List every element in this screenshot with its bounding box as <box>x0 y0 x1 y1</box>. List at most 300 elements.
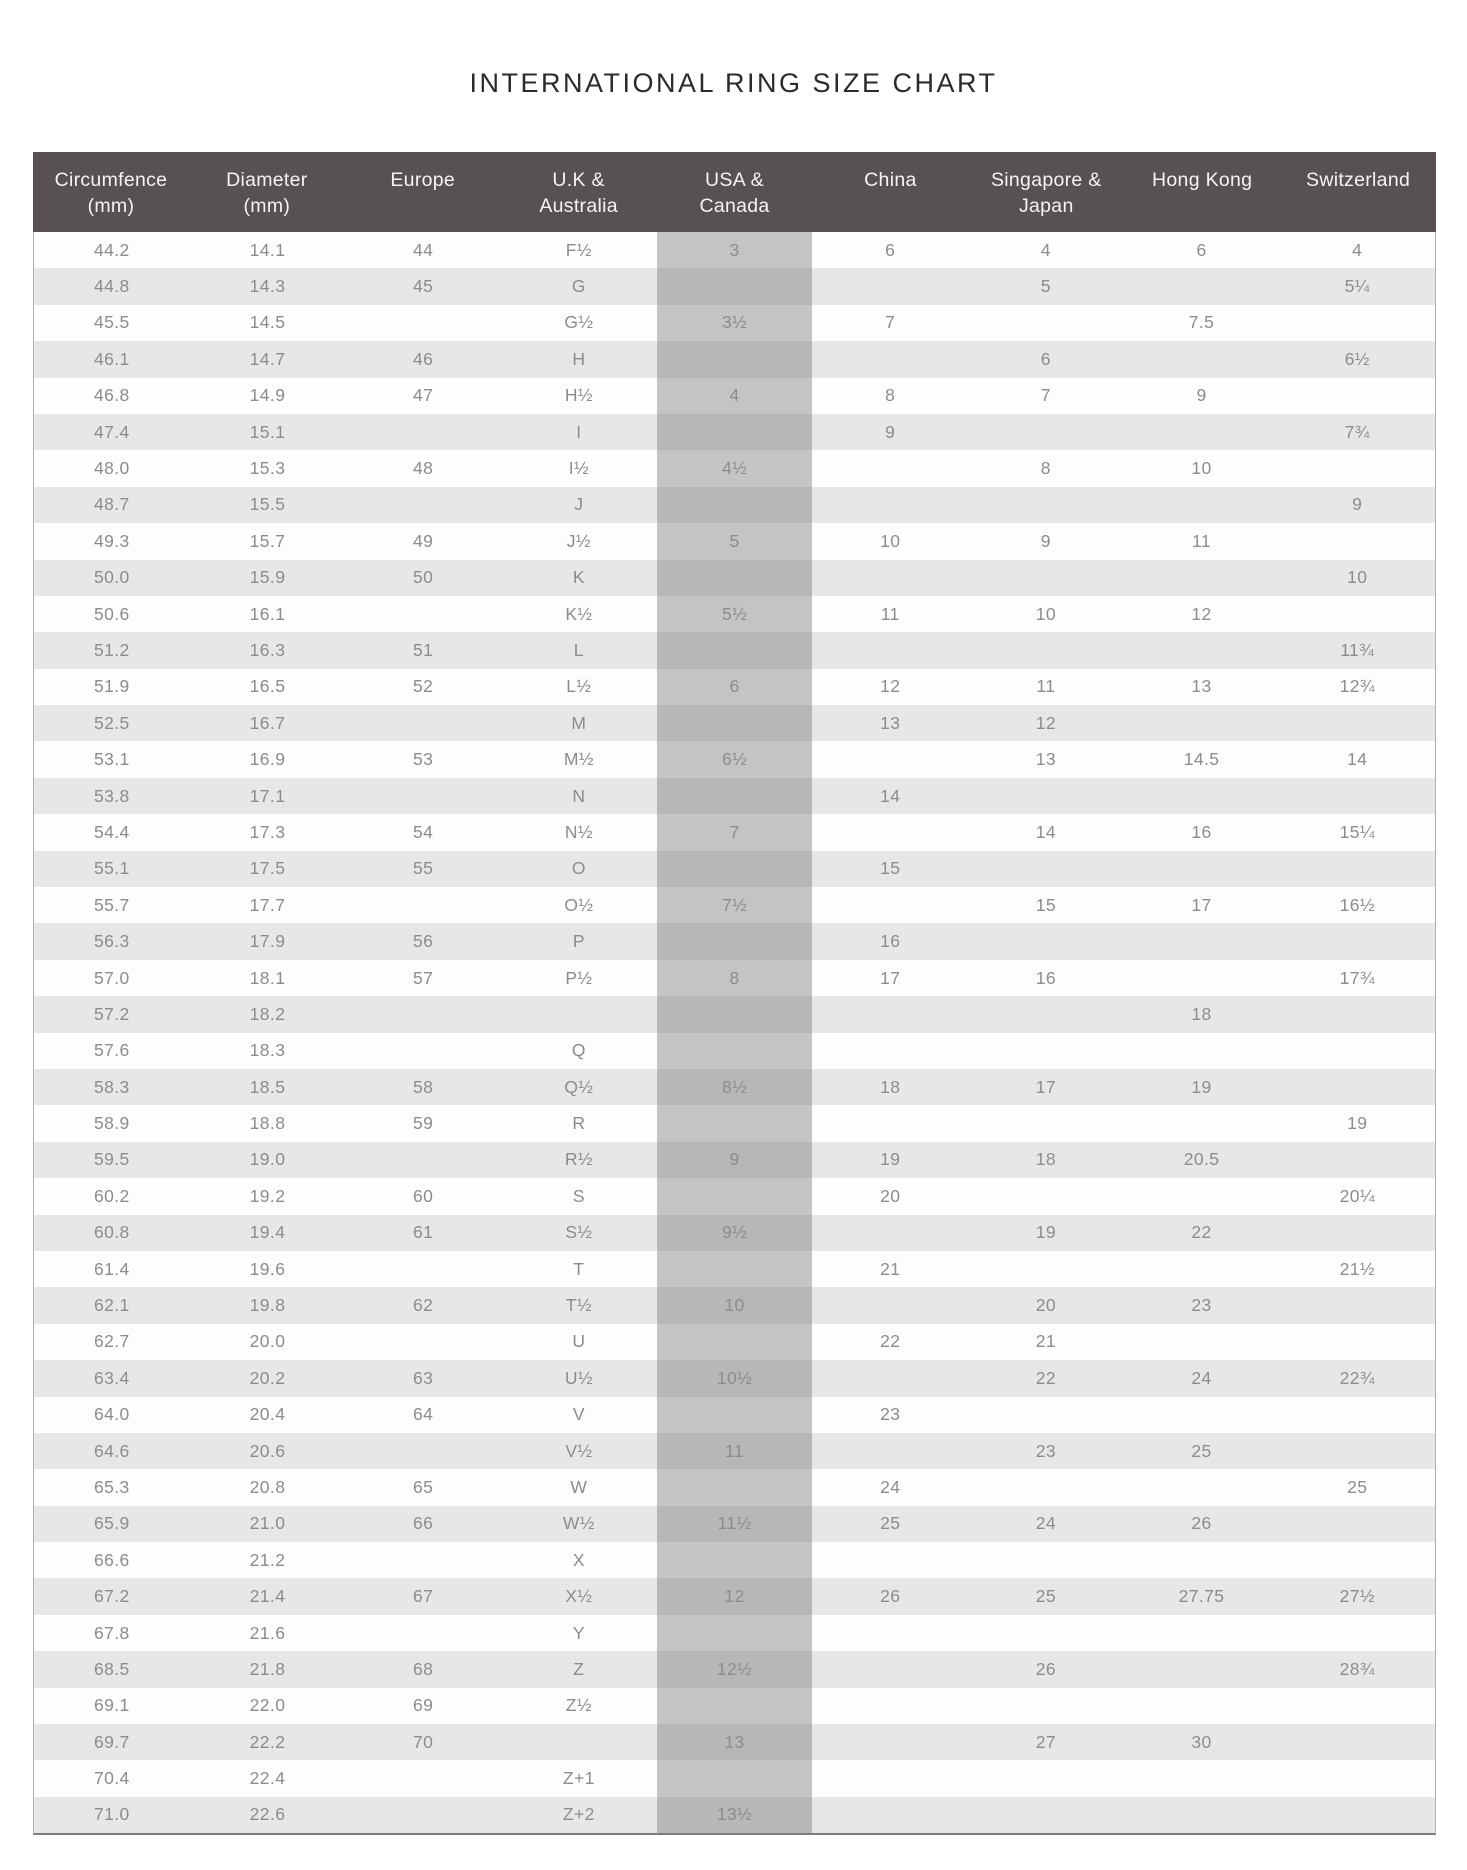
table-cell-circumference: 55.1 <box>94 858 130 879</box>
table-cell-usa_canada: 9 <box>657 1142 813 1178</box>
table-cell-usa_canada: 11 <box>657 1433 813 1469</box>
table-cell-china <box>812 560 968 596</box>
table-cell-circumference: 67.8 <box>94 1622 130 1643</box>
table-cell-usa_canada <box>657 1397 813 1433</box>
table-cell-diameter: 16.1 <box>249 603 286 624</box>
table-cell-switzerland <box>1279 1797 1435 1833</box>
table-cell-singapore_japan <box>968 778 1124 814</box>
table-cell-circumference: 49.3 <box>94 530 130 551</box>
table-cell-diameter: 19.6 <box>249 1258 286 1279</box>
table-cell-usa_canada <box>657 851 813 887</box>
table-cell-diameter: 18.1 <box>249 967 286 988</box>
table-cell-usa_canada: 7 <box>657 814 813 850</box>
table-cell-uk_australia: G <box>571 276 586 297</box>
table-cell-uk_australia: T½ <box>565 1295 592 1316</box>
table-cell-hong_kong <box>1124 1542 1280 1578</box>
table-cell-china <box>812 1615 968 1651</box>
table-cell-usa_canada: 6 <box>657 669 813 705</box>
table-cell-europe: 61 <box>413 1222 434 1243</box>
table-cell-hong_kong <box>1124 705 1280 741</box>
table-cell-diameter: 21.6 <box>249 1622 286 1643</box>
table-cell-uk_australia: J <box>574 494 584 515</box>
table-cell-hong_kong: 18 <box>1191 1003 1212 1024</box>
table-cell-hong_kong: 10 <box>1191 458 1212 479</box>
table-cell-switzerland: 14 <box>1347 749 1368 770</box>
table-cell-china: 21 <box>880 1258 901 1279</box>
table-cell-circumference: 56.3 <box>94 931 130 952</box>
table-cell-circumference: 48.0 <box>94 458 130 479</box>
table-cell-uk_australia: L <box>573 639 584 660</box>
table-cell-europe: 56 <box>413 931 434 952</box>
table-cell-switzerland <box>1279 778 1435 814</box>
table-cell-europe <box>345 487 501 523</box>
table-cell-diameter: 18.2 <box>249 1003 286 1024</box>
table-cell-china: 6 <box>885 239 896 260</box>
table-cell-uk_australia: Z½ <box>565 1695 592 1716</box>
table-cell-singapore_japan: 24 <box>1035 1513 1056 1534</box>
table-cell-china <box>812 1360 968 1396</box>
table-cell-china: 9 <box>885 421 896 442</box>
table-cell-hong_kong <box>1124 1251 1280 1287</box>
table-cell-switzerland <box>1279 1324 1435 1360</box>
table-cell-circumference: 53.1 <box>94 749 130 770</box>
table-cell-uk_australia: Z <box>573 1658 585 1679</box>
table-cell-uk_australia: R½ <box>564 1149 593 1170</box>
table-cell-usa_canada: 8½ <box>657 1069 813 1105</box>
table-cell-singapore_japan: 15 <box>1035 894 1056 915</box>
table-cell-switzerland <box>1279 1506 1435 1542</box>
table-cell-europe <box>345 1324 501 1360</box>
table-cell-circumference: 60.8 <box>94 1222 130 1243</box>
table-cell-singapore_japan: 14 <box>1035 821 1056 842</box>
table-cell-hong_kong <box>1124 632 1280 668</box>
table-cell-circumference: 71.0 <box>94 1804 130 1825</box>
table-cell-europe: 55 <box>413 858 434 879</box>
table-cell-diameter: 18.3 <box>249 1040 286 1061</box>
table-cell-europe <box>345 1433 501 1469</box>
table-cell-usa_canada <box>657 1178 813 1214</box>
table-row <box>34 232 1435 268</box>
table-cell-hong_kong: 11 <box>1192 530 1212 551</box>
table-cell-usa_canada <box>657 1688 813 1724</box>
table-cell-circumference: 51.2 <box>94 639 130 660</box>
table-cell-uk_australia: Y <box>572 1622 585 1643</box>
table-cell-circumference: 70.4 <box>94 1768 130 1789</box>
table-cell-uk_australia: X½ <box>565 1586 593 1607</box>
table-cell-usa_canada <box>657 996 813 1032</box>
table-cell-diameter: 15.3 <box>249 458 286 479</box>
table-cell-europe <box>345 1142 501 1178</box>
table-cell-uk_australia: P <box>572 931 585 952</box>
table-cell-usa_canada: 4½ <box>657 450 813 486</box>
table-row <box>34 1105 1435 1141</box>
table-cell-europe: 67 <box>413 1586 434 1607</box>
table-row <box>34 560 1435 596</box>
table-cell-switzerland <box>1279 596 1435 632</box>
table-cell-usa_canada: 3½ <box>657 305 813 341</box>
table-cell-switzerland: 28¾ <box>1339 1658 1375 1679</box>
table-cell-switzerland: 6½ <box>1344 348 1370 369</box>
table-cell-circumference: 50.0 <box>94 567 130 588</box>
table-cell-china: 25 <box>880 1513 901 1534</box>
table-cell-china: 7 <box>885 312 896 333</box>
table-cell-circumference: 61.4 <box>94 1258 130 1279</box>
table-cell-switzerland: 15¼ <box>1339 821 1375 842</box>
table-cell-usa_canada: 3 <box>657 232 813 268</box>
table-cell-diameter: 21.8 <box>249 1658 286 1679</box>
table-cell-hong_kong <box>1124 560 1280 596</box>
table-cell-uk_australia: M <box>571 712 587 733</box>
table-cell-switzerland: 17¾ <box>1339 967 1375 988</box>
table-cell-europe: 47 <box>413 385 434 406</box>
table-cell-singapore_japan <box>968 1178 1124 1214</box>
table-cell-singapore_japan <box>968 632 1124 668</box>
table-cell-uk_australia: H <box>572 348 586 369</box>
table-cell-europe: 70 <box>413 1731 434 1752</box>
table-row <box>34 1724 1435 1760</box>
table-cell-europe <box>345 596 501 632</box>
table-cell-switzerland: 12¾ <box>1339 676 1375 697</box>
table-cell-circumference: 65.3 <box>94 1476 130 1497</box>
table-cell-singapore_japan: 12 <box>1035 712 1056 733</box>
table-row <box>34 378 1435 414</box>
table-cell-singapore_japan: 18 <box>1035 1149 1056 1170</box>
table-cell-hong_kong <box>1124 487 1280 523</box>
table-cell-hong_kong <box>1124 1469 1280 1505</box>
table-cell-switzerland: 22¾ <box>1339 1367 1375 1388</box>
table-cell-singapore_japan <box>968 1615 1124 1651</box>
table-cell-uk_australia: V <box>572 1404 585 1425</box>
table-cell-china: 22 <box>880 1331 901 1352</box>
table-row <box>34 268 1435 304</box>
table-cell-usa_canada: 8 <box>657 960 813 996</box>
table-cell-hong_kong <box>1124 1033 1280 1069</box>
table-cell-singapore_japan: 19 <box>1035 1222 1056 1243</box>
table-cell-switzerland <box>1279 1287 1435 1323</box>
table-cell-china <box>812 1105 968 1141</box>
table-cell-uk_australia: U <box>572 1331 586 1352</box>
table-cell-circumference: 53.8 <box>94 785 130 806</box>
table-cell-hong_kong: 7.5 <box>1188 312 1215 333</box>
table-cell-diameter: 22.0 <box>249 1695 286 1716</box>
table-cell-europe <box>345 778 501 814</box>
table-cell-china: 14 <box>880 785 901 806</box>
table-cell-singapore_japan <box>968 1760 1124 1796</box>
table-cell-switzerland <box>1279 1033 1435 1069</box>
table-cell-china <box>812 1215 968 1251</box>
table-cell-circumference: 64.6 <box>94 1440 130 1461</box>
table-cell-diameter: 16.7 <box>249 712 286 733</box>
table-cell-usa_canada <box>657 923 813 959</box>
table-row <box>34 1324 1435 1360</box>
table-cell-circumference: 46.8 <box>94 385 130 406</box>
table-cell-europe <box>345 1615 501 1651</box>
table-cell-circumference: 46.1 <box>94 348 130 369</box>
column-header-usa_canada: USA & Canada <box>699 169 770 217</box>
table-row <box>34 1033 1435 1069</box>
table-cell-europe <box>345 1797 501 1833</box>
table-row <box>34 1215 1435 1251</box>
table-cell-europe: 69 <box>413 1695 434 1716</box>
table-row <box>34 1287 1435 1323</box>
table-cell-switzerland: 9 <box>1352 494 1363 515</box>
table-cell-diameter: 14.5 <box>249 312 286 333</box>
table-cell-china: 26 <box>880 1586 901 1607</box>
table-cell-hong_kong <box>1124 414 1280 450</box>
table-cell-hong_kong: 20.5 <box>1183 1149 1220 1170</box>
table-row <box>34 1542 1435 1578</box>
table-cell-switzerland <box>1279 851 1435 887</box>
table-cell-singapore_japan: 11 <box>1036 676 1056 697</box>
table-cell-switzerland <box>1279 1433 1435 1469</box>
table-cell-china: 13 <box>880 712 901 733</box>
table-cell-usa_canada: 6½ <box>657 741 813 777</box>
table-cell-usa_canada: 11½ <box>657 1506 813 1542</box>
table-cell-switzerland <box>1279 996 1435 1032</box>
table-cell-singapore_japan: 20 <box>1035 1295 1056 1316</box>
table-row <box>34 1469 1435 1505</box>
table-cell-switzerland <box>1279 705 1435 741</box>
table-cell-switzerland: 7¾ <box>1344 421 1370 442</box>
ring-size-table <box>33 152 1436 1835</box>
table-cell-europe: 45 <box>413 276 434 297</box>
table-cell-diameter: 15.9 <box>249 567 286 588</box>
table-cell-diameter: 16.3 <box>249 639 286 660</box>
table-cell-diameter: 22.6 <box>249 1804 286 1825</box>
table-cell-uk_australia: U½ <box>564 1367 593 1388</box>
table-cell-uk_australia <box>501 1724 657 1760</box>
table-cell-uk_australia: K½ <box>565 603 593 624</box>
table-cell-singapore_japan: 10 <box>1035 603 1056 624</box>
table-cell-hong_kong <box>1124 960 1280 996</box>
table-cell-singapore_japan <box>968 1105 1124 1141</box>
table-cell-europe <box>345 996 501 1032</box>
table-cell-usa_canada: 5½ <box>657 596 813 632</box>
table-cell-uk_australia: W½ <box>562 1513 595 1534</box>
table-cell-uk_australia: I <box>576 421 582 442</box>
table-cell-china <box>812 487 968 523</box>
table-cell-china <box>812 1542 968 1578</box>
table-cell-uk_australia: Q½ <box>564 1076 594 1097</box>
table-cell-circumference: 47.4 <box>94 421 130 442</box>
table-cell-europe: 49 <box>413 530 434 551</box>
table-cell-hong_kong: 27.75 <box>1178 1586 1225 1607</box>
table-cell-diameter: 16.5 <box>249 676 286 697</box>
table-cell-europe <box>345 305 501 341</box>
table-row <box>34 1760 1435 1796</box>
table-cell-europe: 57 <box>413 967 434 988</box>
table-cell-usa_canada: 7½ <box>657 887 813 923</box>
table-cell-diameter: 19.8 <box>249 1295 286 1316</box>
table-cell-china: 11 <box>880 603 900 624</box>
table-cell-switzerland: 20¼ <box>1339 1185 1375 1206</box>
table-cell-usa_canada: 5 <box>657 523 813 559</box>
table-cell-china: 15 <box>880 858 901 879</box>
table-cell-uk_australia: W <box>570 1476 588 1497</box>
table-cell-singapore_japan: 23 <box>1035 1440 1056 1461</box>
table-cell-usa_canada <box>657 1469 813 1505</box>
table-cell-circumference: 68.5 <box>94 1658 130 1679</box>
table-cell-europe <box>345 1251 501 1287</box>
table-cell-singapore_japan: 26 <box>1035 1658 1056 1679</box>
table-row <box>34 1615 1435 1651</box>
column-header-switzerland: Switzerland <box>1306 169 1411 191</box>
table-cell-uk_australia: N <box>572 785 586 806</box>
table-cell-china <box>812 1797 968 1833</box>
table-cell-singapore_japan: 7 <box>1040 385 1051 406</box>
table-row <box>34 632 1435 668</box>
table-cell-switzerland: 4 <box>1352 239 1363 260</box>
table-row <box>34 1433 1435 1469</box>
table-cell-circumference: 51.9 <box>94 676 130 697</box>
table-cell-switzerland <box>1279 923 1435 959</box>
table-cell-singapore_japan: 8 <box>1040 458 1051 479</box>
table-cell-circumference: 50.6 <box>94 603 130 624</box>
table-cell-circumference: 44.8 <box>94 276 130 297</box>
table-cell-diameter: 20.0 <box>249 1331 286 1352</box>
table-cell-usa_canada <box>657 1324 813 1360</box>
table-cell-usa_canada <box>657 705 813 741</box>
table-cell-singapore_japan <box>968 1397 1124 1433</box>
table-cell-switzerland: 25 <box>1347 1476 1368 1497</box>
table-cell-switzerland <box>1279 1615 1435 1651</box>
table-row <box>34 1178 1435 1214</box>
table-cell-europe: 50 <box>413 567 434 588</box>
table-cell-hong_kong <box>1124 851 1280 887</box>
table-cell-hong_kong: 30 <box>1191 1731 1212 1752</box>
table-cell-uk_australia: O½ <box>564 894 594 915</box>
table-cell-hong_kong: 13 <box>1191 676 1212 697</box>
table-cell-diameter: 17.1 <box>249 785 286 806</box>
table-cell-circumference: 60.2 <box>94 1185 130 1206</box>
table-row <box>34 923 1435 959</box>
table-cell-hong_kong: 9 <box>1196 385 1207 406</box>
table-cell-uk_australia: J½ <box>566 530 591 551</box>
table-cell-europe: 54 <box>413 821 434 842</box>
column-header-europe: Europe <box>390 169 456 191</box>
table-cell-singapore_japan: 6 <box>1040 348 1051 369</box>
table-cell-europe <box>345 1542 501 1578</box>
table-cell-circumference: 58.9 <box>94 1113 130 1134</box>
table-cell-usa_canada <box>657 1615 813 1651</box>
table-cell-singapore_japan: 21 <box>1035 1331 1056 1352</box>
table-cell-switzerland <box>1279 450 1435 486</box>
table-cell-singapore_japan <box>968 1469 1124 1505</box>
table-cell-diameter: 22.4 <box>249 1768 286 1789</box>
table-cell-singapore_japan: 17 <box>1035 1076 1056 1097</box>
table-cell-switzerland: 5¼ <box>1344 276 1370 297</box>
table-cell-switzerland <box>1279 1397 1435 1433</box>
table-cell-switzerland <box>1279 1215 1435 1251</box>
table-cell-diameter: 14.1 <box>249 239 286 260</box>
table-cell-singapore_japan <box>968 1033 1124 1069</box>
table-cell-usa_canada <box>657 487 813 523</box>
table-cell-hong_kong <box>1124 1105 1280 1141</box>
table-cell-switzerland <box>1279 305 1435 341</box>
table-cell-diameter: 14.9 <box>249 385 286 406</box>
table-cell-europe: 52 <box>413 676 434 697</box>
table-cell-circumference: 69.7 <box>94 1731 130 1752</box>
table-cell-usa_canada: 12 <box>657 1578 813 1614</box>
table-cell-usa_canada <box>657 1105 813 1141</box>
table-cell-hong_kong <box>1124 923 1280 959</box>
table-cell-diameter: 15.1 <box>249 421 286 442</box>
table-cell-china <box>812 1760 968 1796</box>
table-cell-hong_kong: 12 <box>1191 603 1212 624</box>
table-cell-europe: 68 <box>413 1658 434 1679</box>
table-cell-singapore_japan <box>968 487 1124 523</box>
table-cell-hong_kong: 19 <box>1191 1076 1212 1097</box>
table-cell-diameter: 20.2 <box>249 1367 286 1388</box>
table-row <box>34 1360 1435 1396</box>
table-cell-europe: 66 <box>413 1513 434 1534</box>
table-cell-europe: 46 <box>413 348 434 369</box>
table-cell-hong_kong <box>1124 778 1280 814</box>
table-cell-china <box>812 632 968 668</box>
table-cell-uk_australia: I½ <box>568 458 589 479</box>
table-cell-china <box>812 1287 968 1323</box>
table-row <box>34 1578 1435 1614</box>
table-cell-uk_australia: M½ <box>563 749 594 770</box>
table-cell-china: 8 <box>885 385 896 406</box>
table-cell-switzerland: 21½ <box>1339 1258 1375 1279</box>
table-cell-diameter: 20.8 <box>249 1476 286 1497</box>
table-cell-usa_canada <box>657 1760 813 1796</box>
table-cell-china <box>812 741 968 777</box>
table-cell-hong_kong <box>1124 341 1280 377</box>
table-row <box>34 851 1435 887</box>
table-cell-uk_australia: P½ <box>565 967 593 988</box>
table-cell-china <box>812 1688 968 1724</box>
table-cell-hong_kong: 23 <box>1191 1295 1212 1316</box>
table-cell-europe <box>345 1760 501 1796</box>
table-cell-europe <box>345 705 501 741</box>
table-cell-diameter: 18.5 <box>249 1076 286 1097</box>
table-cell-europe: 64 <box>413 1404 434 1425</box>
table-cell-circumference: 48.7 <box>94 494 130 515</box>
table-cell-singapore_japan <box>968 1688 1124 1724</box>
table-cell-hong_kong <box>1124 1760 1280 1796</box>
table-row <box>34 960 1435 996</box>
table-row <box>34 1688 1435 1724</box>
table-cell-singapore_japan <box>968 1542 1124 1578</box>
table-cell-china: 20 <box>880 1185 901 1206</box>
table-cell-china <box>812 814 968 850</box>
table-cell-china: 12 <box>880 676 901 697</box>
table-cell-uk_australia: H½ <box>564 385 593 406</box>
table-cell-switzerland <box>1279 1760 1435 1796</box>
table-cell-usa_canada <box>657 268 813 304</box>
table-cell-singapore_japan: 25 <box>1035 1586 1056 1607</box>
table-cell-uk_australia: R <box>572 1113 586 1134</box>
table-cell-diameter: 21.0 <box>249 1513 286 1534</box>
table-row <box>34 1397 1435 1433</box>
table-cell-china <box>812 1433 968 1469</box>
table-cell-circumference: 65.9 <box>94 1513 130 1534</box>
table-row <box>34 341 1435 377</box>
table-cell-uk_australia: Q <box>571 1040 586 1061</box>
table-cell-diameter: 22.2 <box>249 1731 286 1752</box>
table-cell-switzerland: 16½ <box>1339 894 1375 915</box>
table-cell-hong_kong <box>1124 1324 1280 1360</box>
table-cell-diameter: 17.5 <box>249 858 286 879</box>
table-cell-uk_australia: Z+1 <box>562 1768 595 1789</box>
table-cell-singapore_japan <box>968 996 1124 1032</box>
table-cell-switzerland: 19 <box>1347 1113 1368 1134</box>
table-cell-uk_australia: X <box>572 1549 585 1570</box>
table-row <box>34 1069 1435 1105</box>
table-cell-circumference: 58.3 <box>94 1076 130 1097</box>
